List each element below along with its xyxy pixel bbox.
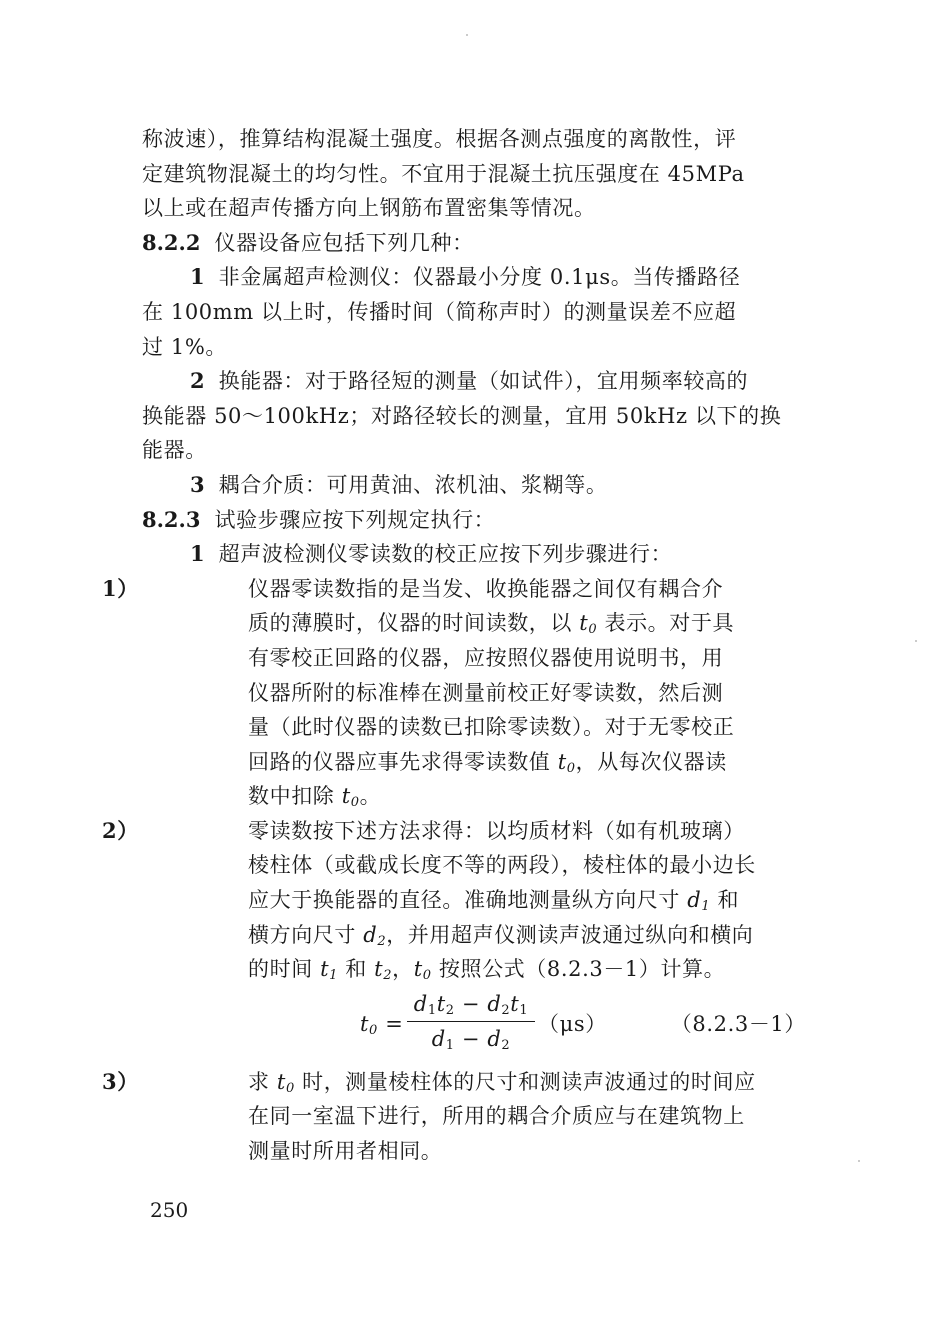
s823-sub-3 [102,1065,810,1169]
s822-item-1 [142,260,810,364]
text-line: 称波速），推算结构混凝土强度。根据各测点强度的离散性，评 [142,127,737,151]
formula-fraction [407,989,535,1054]
scan-speck [466,34,468,36]
text-line: 换能器 50～100kHz；对路径较长的测量，宜用 50kHz 以下的换 [142,403,782,428]
text-line: 换能器：对于路径短的测量（如试件），宜用频率较高的 [218,369,749,394]
s822-item-3 [142,468,810,503]
text-line: 超声波检测仪零读数的校正应按下列步骤进行： [218,542,673,567]
math-t0: $t_0$ [413,957,432,984]
fraction-bar [407,1021,535,1022]
text-line: 横方向尺寸 [248,922,364,947]
text-line: 时，测量棱柱体的尺寸和测读声波通过的时间应 [294,1069,756,1094]
math-t0: $t_0$ [341,784,360,811]
math-d1: $d_1$ [687,888,711,915]
sub-item-text [248,814,810,987]
sub-item-text [248,1065,810,1169]
text-line: 表示。对于具 [597,611,735,636]
s823-sub-2 [102,814,810,987]
text-line: 能器。 [142,438,207,463]
text-line: 量（此时仪器的读数已扣除零读数）。对于无零校正 [248,715,735,740]
math-t0: $t_0$ [557,749,576,776]
section-8-2-2-heading [142,226,810,261]
math-t1: $t_1$ [320,957,338,984]
sub-item-label: 1） [102,575,139,601]
text-line: ， [392,957,414,982]
scan-speck [915,640,917,642]
text-line: 仪器所附的标准棒在测量前校正好零读数，然后测 [248,680,724,705]
text-line: 非金属超声检测仪：仪器最小分度 0.1μs。当传播路径 [218,265,741,290]
math-t0: $t_0$ [276,1069,295,1096]
body-text [102,122,810,1169]
text-line: 在 100mm 以上时，传播时间（简称声时）的测量误差不应超 [142,299,737,324]
text-line: 在同一室温下进行，所用的耦合介质应与在建筑物上 [248,1104,745,1129]
formula-numerator: $d_1t_2 - d_2t_1$ [413,991,529,1018]
text-line: 耦合介质：可用黄油、浓机油、浆糊等。 [218,472,608,497]
item-number: 3 [190,471,205,497]
scan-speck [858,1160,860,1162]
section-number: 8.2.2 [142,229,201,255]
text-line: 和 [710,888,740,913]
math-d2: $d_2$ [363,922,387,949]
text-line: 应大于换能器的直径。准确地测量纵方向尺寸 [248,888,688,913]
text-line: 测量时所用者相同。 [248,1139,443,1164]
formula-denominator: $d_1 - d_2$ [431,1026,511,1053]
item-number: 1 [190,264,205,290]
text-line: 过 1%。 [142,334,227,359]
section-title: 仪器设备应包括下列几种： [214,230,474,255]
text-line: 的时间 [248,957,321,982]
text-line: 按照公式（8.2.3－1）计算。 [431,957,726,982]
s823-sub-1 [102,572,810,814]
text-line: 零读数按下述方法求得：以均质材料（如有机玻璃） [248,818,745,843]
text-line: 和 [338,957,375,982]
page-number: 250 [150,1198,189,1222]
text-line: 。 [359,784,382,809]
s822-item-2 [142,364,810,468]
section-number: 8.2.3 [142,506,201,532]
s823-item-1 [142,537,810,572]
formula-number: （8.2.3－1） [670,1011,806,1036]
formula-lhs: $t_0$ = [360,1011,404,1038]
text-line: 有零校正回路的仪器，应按照仪器使用说明书，用 [248,645,724,670]
section-title: 试验步骤应按下列规定执行： [214,507,496,532]
text-line: ，并用超声仪测读声波通过纵向和横向 [386,922,754,947]
sub-item-label: 3） [102,1068,139,1094]
text-line: 以上或在超声传播方向上钢筋布置密集等情况。 [142,196,596,221]
formula-unit: （μs） [538,1011,607,1036]
formula-8-2-3-1 [142,989,810,1061]
item-number: 2 [190,368,205,394]
math-t0: $t_0$ [579,611,598,638]
text-line: 仪器零读数指的是当发、收换能器之间仅有耦合介 [248,576,724,601]
text-line: 棱柱体（或截成长度不等的两段），棱柱体的最小边长 [248,853,756,878]
section-8-2-3-heading [142,503,810,538]
text-line: 定建筑物混凝土的均匀性。不宜用于混凝土抗压强度在 45MPa [142,161,745,186]
intro-paragraph [142,122,810,226]
text-line: 求 [248,1069,277,1094]
text-line: 数中扣除 [248,784,342,809]
text-line: 回路的仪器应事先求得零读数值 [248,749,558,774]
sub-item-text [248,572,810,814]
math-t2: $t_2$ [374,957,393,984]
text-line: 质的薄膜时，仪器的时间读数，以 [248,611,580,636]
item-number: 1 [190,541,205,567]
text-line: ，从每次仪器读 [575,749,727,774]
sub-item-label: 2） [102,817,139,843]
